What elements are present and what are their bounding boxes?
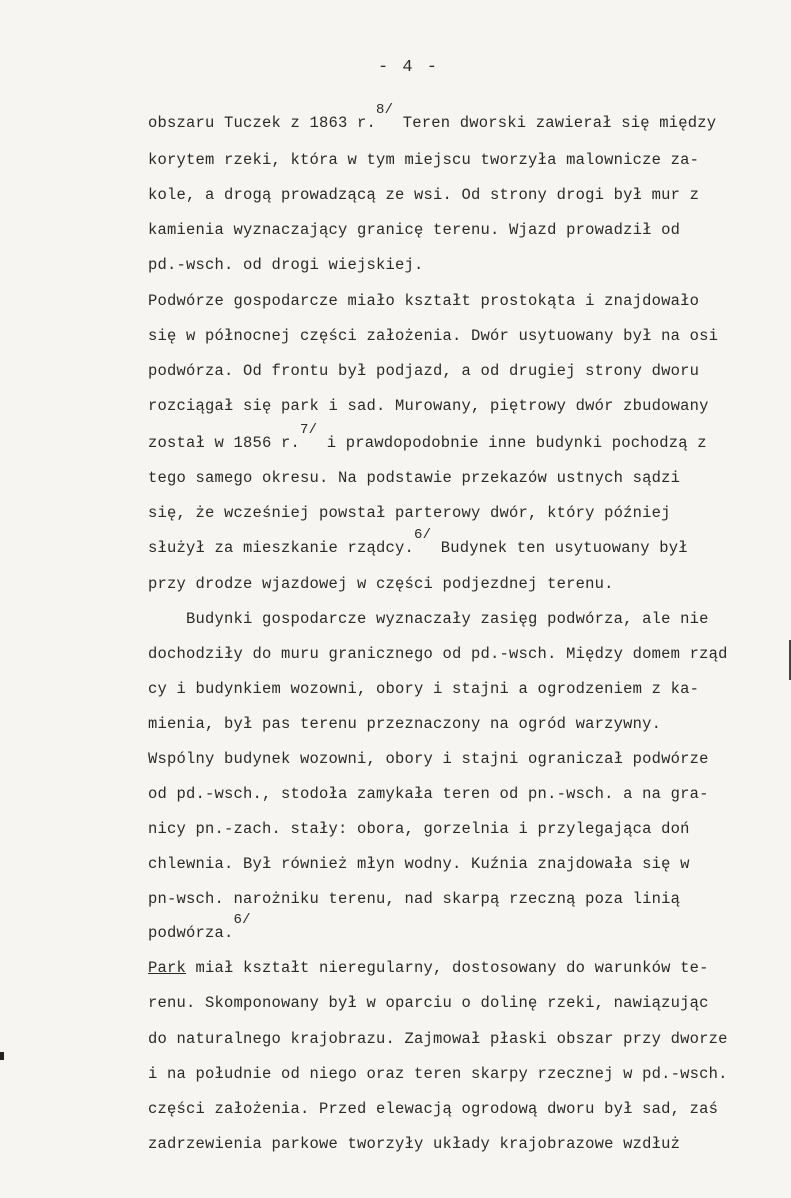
text-line bbox=[148, 958, 709, 978]
text-line bbox=[148, 185, 699, 205]
line-text: został w 1856 r. bbox=[148, 434, 301, 452]
line-text: Podwórze gospodarcze miało kształt prostokąta i znajdowało bbox=[148, 292, 700, 310]
text-line bbox=[148, 714, 661, 734]
text-line bbox=[148, 819, 690, 839]
line-text: mienia, był pas terenu przeznaczony na ogród warzywny. bbox=[148, 715, 662, 733]
line-text: podwórza. Od frontu był podjazd, a od drugiej strony dworu bbox=[148, 362, 700, 380]
margin-mark bbox=[0, 1052, 4, 1060]
text-line bbox=[148, 993, 709, 1013]
text-line bbox=[148, 644, 728, 664]
text-line bbox=[148, 1099, 718, 1119]
text-line bbox=[148, 468, 680, 488]
line-text: zadrzewienia parkowe tworzyły układy krajobrazowe wzdłuż bbox=[148, 1135, 681, 1153]
text-line bbox=[148, 422, 707, 454]
line-text: chlewnia. Był również młyn wodny. Kuźnia znajdowała się w bbox=[148, 855, 690, 873]
underlined-heading: Park bbox=[148, 959, 187, 977]
text-line bbox=[148, 527, 688, 559]
text-line bbox=[148, 854, 690, 874]
text-line bbox=[148, 1029, 728, 1049]
line-text: Teren dworski zawierał się między bbox=[393, 114, 717, 132]
line-text: tego samego okresu. Na podstawie przekazów ustnych sądzi bbox=[148, 469, 681, 487]
line-text: nicy pn.-zach. stały: obora, gorzelnia i przylegająca doń bbox=[148, 820, 690, 838]
text-line bbox=[148, 889, 680, 909]
line-text: pd.-wsch. od drogi wiejskiej. bbox=[148, 256, 424, 274]
line-text: miał kształt nieregularny, dostosowany do warunków te- bbox=[186, 959, 709, 977]
line-text: pn-wsch. narożniku terenu, nad skarpą rzeczną poza linią bbox=[148, 890, 681, 908]
line-text: rozciągał się park i sad. Murowany, piętrowy dwór zbudowany bbox=[148, 397, 709, 415]
line-text: Wspólny budynek wozowni, obory i stajni ograniczał podwórze bbox=[148, 750, 709, 768]
text-line bbox=[148, 1064, 728, 1084]
text-line bbox=[148, 102, 717, 134]
line-text: części założenia. Przed elewacją ogrodową dworu był sad, zaś bbox=[148, 1100, 719, 1118]
line-text: renu. Skomponowany był w oparciu o dolinę rzeki, nawiązując bbox=[148, 994, 709, 1012]
text-line bbox=[148, 291, 699, 311]
text-line bbox=[148, 1134, 680, 1154]
line-text: od pd.-wsch., stodoła zamykała teren od pn.-wsch. a na gra- bbox=[148, 785, 709, 803]
footnote-marker: 6/ bbox=[414, 527, 432, 543]
line-text: obszaru Tuczek z 1863 r. bbox=[148, 114, 377, 132]
text-line bbox=[148, 220, 680, 240]
footnote-marker: 6/ bbox=[233, 912, 251, 928]
line-text: do naturalnego krajobrazu. Zajmował płaski obszar przy dworze bbox=[148, 1030, 728, 1048]
line-text: przy drodze wjazdowej w części podjezdnej terenu. bbox=[148, 575, 614, 593]
line-text: korytem rzeki, która w tym miejscu tworzyła malownicze za- bbox=[148, 151, 700, 169]
line-text: dochodziły do muru granicznego od pd.-wsch. Między domem rząd bbox=[148, 645, 728, 663]
footnote-marker: 8/ bbox=[376, 102, 394, 118]
line-text: i prawdopodobnie inne budynki pochodzą z bbox=[317, 434, 707, 452]
line-text: Budynek ten usytuowany był bbox=[431, 539, 688, 557]
line-text: kole, a drogą prowadzącą ze wsi. Od strony drogi był mur z bbox=[148, 186, 700, 204]
text-line bbox=[148, 361, 699, 381]
line-text: kamienia wyznaczający granicę terenu. Wjazd prowadził od bbox=[148, 221, 681, 239]
text-line bbox=[148, 749, 709, 769]
page-number: - 4 - bbox=[378, 58, 440, 77]
line-text: cy i budynkiem wozowni, obory i stajni a ogrodzeniem z ka- bbox=[148, 680, 700, 698]
line-text: służył za mieszkanie rządcy. bbox=[148, 539, 415, 557]
footnote-marker: 7/ bbox=[300, 422, 318, 438]
text-line bbox=[148, 326, 718, 346]
line-text: Budynki gospodarcze wyznaczały zasięg podwórza, ale nie bbox=[148, 610, 709, 628]
text-line bbox=[148, 150, 699, 170]
line-text: i na południe od niego oraz teren skarpy rzecznej w pd.-wsch. bbox=[148, 1065, 728, 1083]
text-line bbox=[148, 609, 709, 629]
text-line bbox=[148, 784, 709, 804]
line-text: się, że wcześniej powstał parterowy dwór, który później bbox=[148, 504, 671, 522]
line-text: się w północnej części założenia. Dwór usytuowany był na osi bbox=[148, 327, 719, 345]
text-line bbox=[148, 255, 424, 275]
text-line bbox=[148, 679, 699, 699]
text-line bbox=[148, 503, 671, 523]
line-text: podwórza. bbox=[148, 924, 234, 942]
text-line bbox=[148, 574, 614, 594]
text-line bbox=[148, 396, 709, 416]
text-line bbox=[148, 912, 251, 944]
